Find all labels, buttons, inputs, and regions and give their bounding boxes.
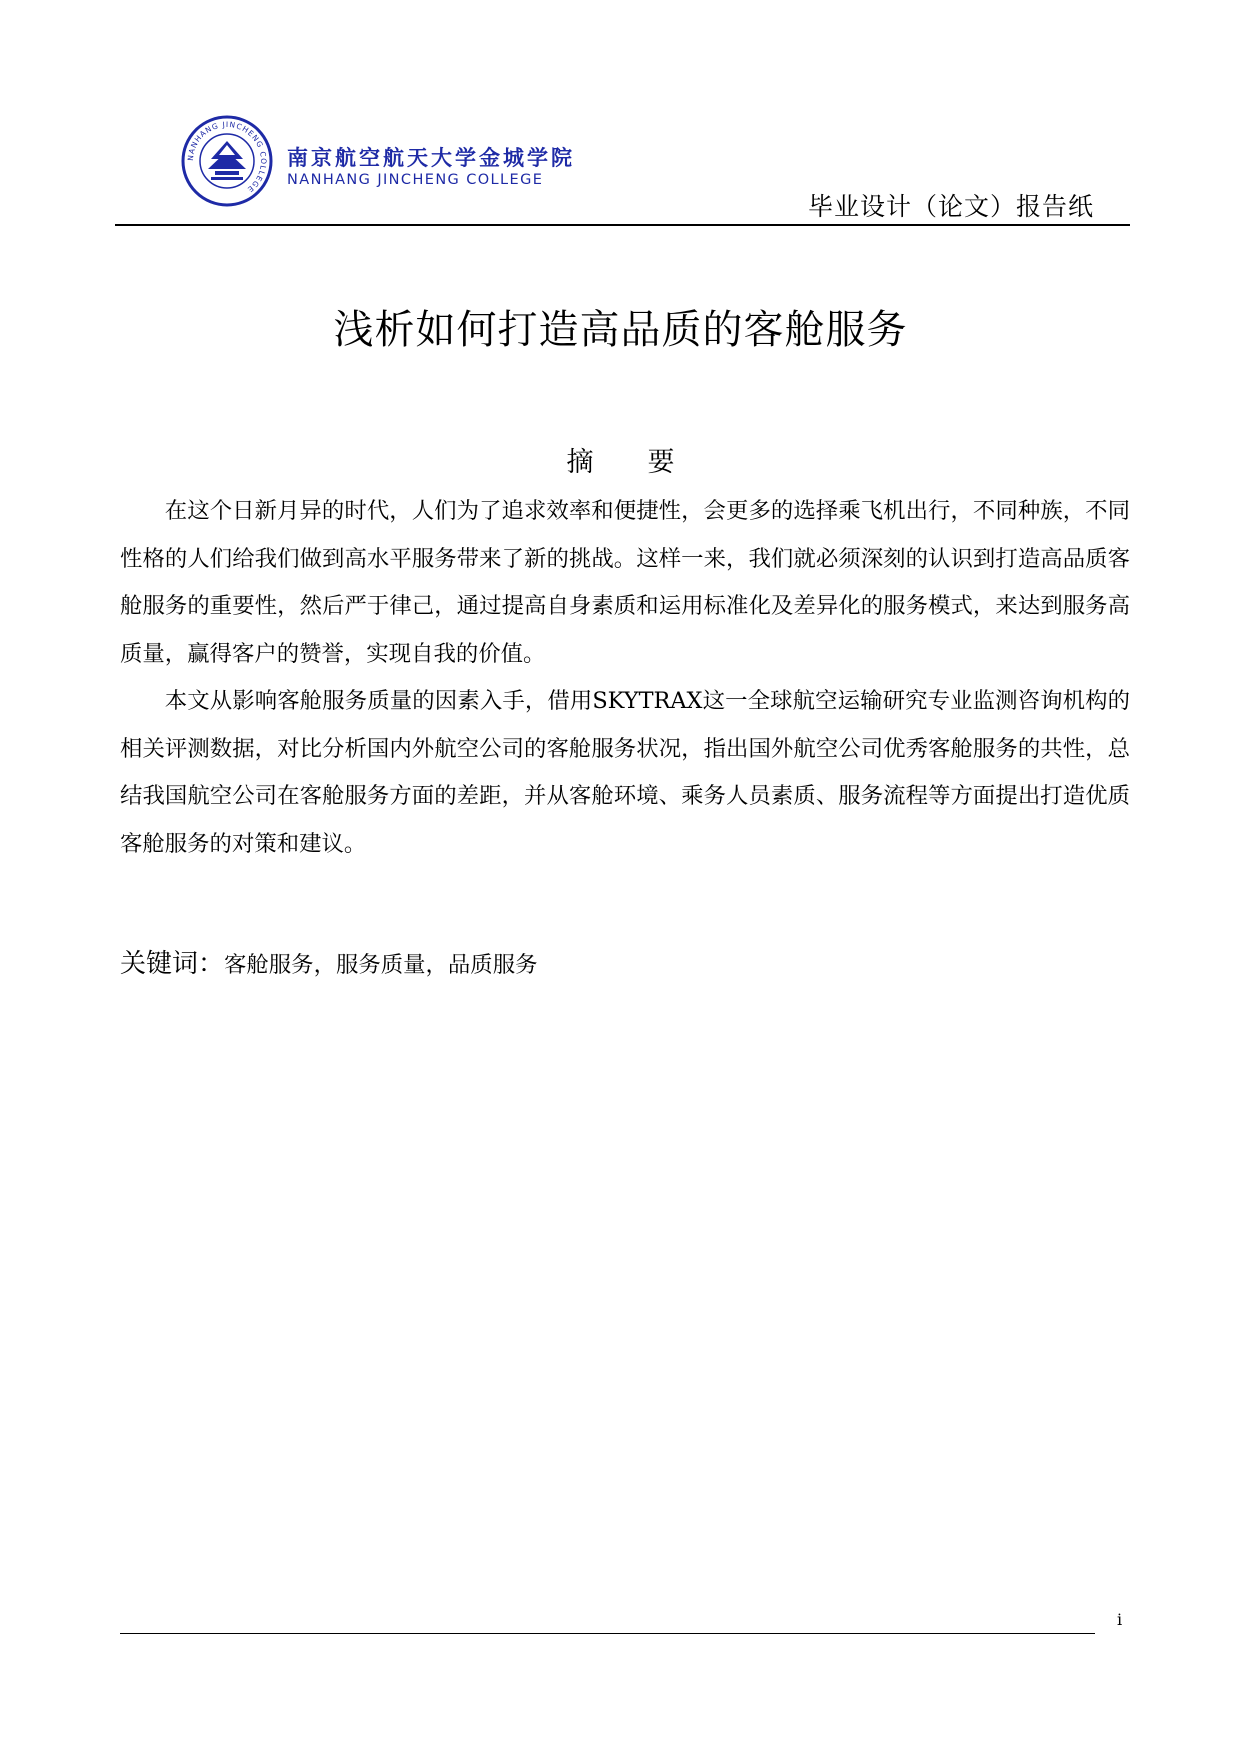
header-divider [115, 224, 1130, 226]
abstract-paragraph: 本文从影响客舱服务质量的因素入手，借用SKYTRAX这一全球航空运输研究专业监测咨询机构的相关评测数据，对比分析国内外航空公司的客舱服务状况，指出国外航空公司优秀客舱服务的共性，总结我国航空公司在客舱服务方面的差距，并从客舱环境、乘务人员素质、服务流程等方面提出打造优质客舱服务的对策和建议。 [120, 688, 1130, 857]
college-name-en: NANHANG JINCHENG COLLEGE [287, 172, 544, 188]
document-title: 浅析如何打造高品质的客舱服务 [333, 307, 908, 353]
keywords-line [120, 943, 537, 980]
abstract-body [120, 488, 1130, 868]
abstract-paragraph: 在这个日新月异的时代，人们为了追求效率和便捷性，会更多的选择乘飞机出行，不同种族，不同性格的人们给我们做到高水平服务带来了新的挑战。这样一来，我们就必须深刻的认识到打造高品质客舱服务的重要性，然后严于律己，通过提高自身素质和运用标准化及差异化的服务模式，来达到服务高质量，赢得客户的赞誉，实现自我的价值。 [120, 498, 1130, 667]
page-header [115, 112, 1130, 227]
keywords-value: 客舱服务，服务质量，品质服务 [224, 952, 538, 978]
college-name-cn: 南京航空航天大学金城学院 [287, 145, 575, 170]
keywords-label: 关键词： [120, 949, 225, 979]
college-logo [181, 115, 273, 207]
page-number: i [1117, 1610, 1123, 1629]
footer-divider [120, 1633, 1095, 1634]
abstract-heading: 摘 要 [566, 447, 675, 478]
svg-text:NANHANG JINCHENG COLLEGE: NANHANG JINCHENG COLLEGE [185, 119, 269, 195]
report-paper-label: 毕业设计（论文）报告纸 [807, 192, 1094, 221]
